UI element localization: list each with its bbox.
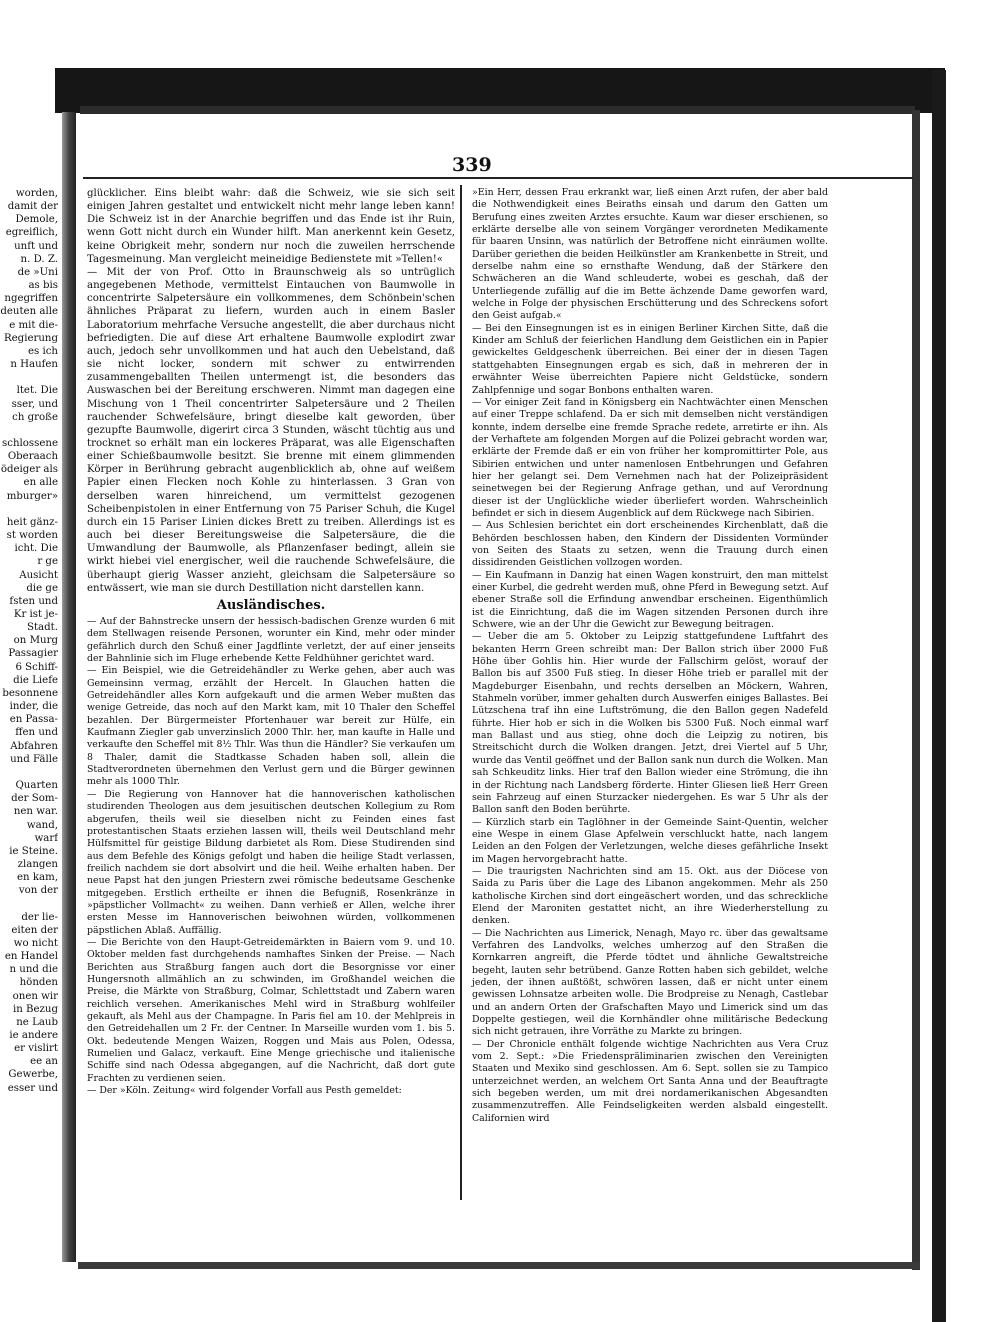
fragment-line: mburger» <box>6 490 58 502</box>
fragment-line: ne Laub <box>16 1016 58 1028</box>
fragment-line: Demole, <box>15 214 58 226</box>
fragment-line: warf <box>34 832 58 844</box>
fragment-line: und Fälle <box>10 753 58 765</box>
fragment-line: ch große <box>12 411 58 423</box>
article-paragraph: — Vor einiger Zeit fand in Königsberg ein Nachtwächter einen Menschen auf einer Treppe schlafend. Da er sich mit demselben nicht verständigen konnte, indem derselbe eine fremde Sprache redete, arretirte er ihn. Als der Verhaftete am folgenden Morgen auf die Polizei gebracht worden war, erklärte der Fremde daß er ein von früher her kompromittirter Pole, aus Sibirien entwichen und unter namenlosen Entbehrungen und Gefahren hier her gelangt sei. Dem Vernehmen nach hat der Polizeipräsident seinetwegen bei der Regierung Anfrage gethan, und auf Verordnung dieser ist der Unglückliche wieder überliefert worden. Wahrscheinlich befindet er sich in diesem Augenblick auf dem Rückwege nach Sibirien. <box>472 396 828 519</box>
fragment-line: Regierung <box>3 332 58 344</box>
fragment-line: es ich <box>27 345 58 357</box>
fragment-line: Kr ist je- <box>13 609 58 620</box>
fragment-line: ödeiger als <box>0 464 58 476</box>
fragment-line: deuten alle <box>0 306 58 318</box>
fragment-line: ffen und <box>15 727 58 739</box>
fragment-line: n Haufen <box>10 359 58 371</box>
header-rule <box>83 177 913 179</box>
fragment-line: ie Steine. <box>9 845 58 857</box>
fragment-line: nen war. <box>13 806 58 818</box>
article-paragraph: — Die Berichte von den Haupt-Getreidemärkten in Baiern vom 9. und 10. Oktober melden fast durchgehends namhaftes Sinken der Preise. — Nach Berichten aus Straßburg fangen auch dort die Besorgnisse vor einer Hungersnoth allmählich an zu schwinden, im Großhandel weichen die Preise, die Märkte von Straßburg, Colmar, Schlettstadt und Zabern waren reichlich versehen. Amerikanisches Mehl wird in Straßburg wohlfeiler gekauft, als Mehl aus der Champagne. In Paris fiel am 10. der Mehlpreis in den Getreidehallen um 2 Fr. der Centner. In Marseille wurden vom 1. bis 5. Okt. bedeutende Mengen Waizen, Roggen und Mais aus Polen, Odessa, Rumelien und Galacz, verkauft. Eine Menge griechische und italienische Schiffe sind nach Odessa abgegangen, auf die Nachricht, daß dort gute Frachten zu verdienen seien. <box>87 936 455 1084</box>
fragment-line: wo nicht <box>13 937 58 949</box>
fragment-line: as bis <box>28 280 58 292</box>
article-paragraph: — Die traurigsten Nachrichten sind am 15. Okt. aus der Diöcese von Saida zu Paris über die Lage des Libanon angekommen. Mehr als 250 katholische Kirchen sind dort eingeäschert worden, und das schreckliche Elend der Maroniten gestattet nicht, an ihre Wiederherstellung zu denken. <box>472 865 828 927</box>
previous-page-fragment <box>0 187 58 1095</box>
fragment-line: esser und <box>7 1082 58 1094</box>
article-paragraph: — Kürzlich starb ein Taglöhner in der Gemeinde Saint-Quentin, welcher eine Wespe in einem Glase Apfelwein verschluckt hatte, nach langem Leiden an den Folgen der Verletzungen, welche dieses gefährliche Insekt im Magen hervorgebracht hatte. <box>472 816 828 865</box>
fragment-line: icht. Die <box>14 543 58 555</box>
fragment-line: en Handel <box>4 951 58 963</box>
fragment-line: Passagier <box>8 648 58 660</box>
fragment-line: en alle <box>23 477 58 489</box>
fragment-line: onen wir <box>12 990 58 1002</box>
right-column <box>472 187 828 1125</box>
article-paragraph: — Auf der Bahnstrecke unsern der hessisch-badischen Grenze wurden 6 mit dem Stellwagen reisende Personen, worunter ein Kind, mehr oder minder gefährlich durch den Schuß einer Jagdflinte verletzt, der auf einer jenseits der Bahnlinie sich im Fluge erhebende Kette Feldhühner gerichtet ward. <box>87 616 455 665</box>
fragment-line: ngegriffen <box>4 293 58 305</box>
fragment-line: Abfahren <box>10 740 58 752</box>
fragment-line: schlossene <box>2 437 58 449</box>
scan-edge-top-inner <box>80 106 915 114</box>
fragment-line: 6 Schiff- <box>15 661 58 673</box>
fragment-line: die Liefe <box>13 674 58 686</box>
gutter-shadow <box>62 112 76 1262</box>
fragment-line: e mit die- <box>9 319 58 331</box>
fragment-line <box>0 371 58 384</box>
page-number: 339 <box>452 154 492 176</box>
fragment-line: worden, <box>15 188 58 199</box>
fragment-line: er vislirt <box>14 1043 58 1055</box>
fragment-line: Ausicht <box>19 569 58 581</box>
fragment-line: die ge <box>26 582 58 594</box>
fragment-line: heit gänz- <box>6 516 58 528</box>
fragment-line: ie andere <box>9 1030 58 1041</box>
fragment-line <box>0 766 58 779</box>
fragment-line: st worden <box>6 530 58 542</box>
article-paragraph: — Mit der von Prof. Otto in Braunschweig als so untrüglich angegebenen Methode, vermittelst Eintauchen von Baumwolle in concentrirte Salpetersäure ein vollkommenes, dem Schönbein'schen ähnliches Präparat zu liefern, wurden auch in einem Basler Laboratorium mehrfache Versuche angestellt, die aber durchaus nicht befriedigten. Die auf diese Art erhaltene Baumwolle explodirt zwar auch, jedoch sehr unvollkommen und hat auch den Uebelstand, daß sie nicht locker, sondern mit schwer zu entwirrenden zusammengeballten Theilen untermengt ist, die besonders das Auswaschen bei der Bereitung erschweren. Nimmt man dagegen eine Mischung von 1 Theil concentrirter Salpetersäure und 2 Theilen rauchender Schwefelsäure, bringt dieselbe kalt geworden, über gezupfte Baumwolle, digerirt circa 3 Stunden, wäscht tüchtig aus und trocknet so erhält man ein lockeres Präparat, was alle Eigenschaften einer Schießbaumwolle besitzt. Sie brenne mit einem glimmenden Körper in Berührung gebracht augenblicklich ab, ohne auf weißem Papier einen Flecken noch Kohle zu hinterlassen. 3 Gran von derselben waren hinreichend, um vermittelst gezogenen Scheibenpistolen in einer Entfernung von 75 Pariser Schuh, die Kugel durch ein 15 Pariser Linien dickes Brett zu treiben. Allerdings ist es auch bei dieser Bereitungsweise die Salpetersäure, die die Umwandlung der Baumwolle, als Pflanzenfaser bedingt, allein sie wirkt hiebei viel energischer, weil die rauchende Schwefelsäure, die überhaupt gierig Wasser anzieht, gleichsam die Salpetersäure so entwässert, wie man sie durch Destillation nicht darstellen kann. <box>87 266 455 594</box>
fragment-line: der Som- <box>11 793 58 805</box>
fragment-line: ee an <box>30 1056 58 1068</box>
article-paragraph: — Ein Kaufmann in Danzig hat einen Wagen konstruirt, den man mittelst einer Kurbel, die gedreht werden muß, ohne Pferd in Bewegung setzt. Auf ebener Straße soll die Erfindung anwendbar erscheinen. Eigenthümlich ist die Einrichtung, daß die im Wagen sitzenden Personen durch ihre Schwere, wie an der Uhr die Gewicht zur Bewegung beitragen. <box>472 569 828 631</box>
fragment-line <box>0 424 58 437</box>
page-edge-right <box>912 110 920 1270</box>
fragment-line: damit der <box>7 201 58 213</box>
fragment-line: unft und <box>14 240 58 252</box>
fragment-line: zlangen <box>17 858 58 870</box>
article-paragraph: — Aus Schlesien berichtet ein dort erscheinendes Kirchenblatt, daß die Behörden beschlossen haben, den Kindern der Dissidenten Vormünder von Seiten des Staats zu setzen, wenn die Trauung durch einen dissidirenden Geistlichen vollzogen worden. <box>472 520 828 569</box>
article-paragraph: — Ein Beispiel, wie die Getreidehändler zu Werke gehen, aber auch was Gemeinsinn vermag, erzählt der Hercelt. In Glauchen hatten die Getreidehändler alles Korn aufgekauft und die armen Weber mußten das wenige Getreide, das noch auf den Markt kam, mit 10 Thaler den Scheffel bezahlen. Der Bürgermeister Pfortenhauer war bereit zur Hülfe, ein Kaufmann Ziegler gab unverzinslich 2000 Thlr. her, man kaufte in Halle und verkaufte den Scheffel mit 8½ Thlr. Was thun die Händler? Sie verkaufen um 8 Thaler, damit die Stadtkasse Schaden haben soll, allein die Stadtverordneten übernehmen den Verlust gern und die Bürger gewinnen mehr als 1000 Thlr. <box>87 665 455 788</box>
fragment-line: Stadt. <box>26 622 58 634</box>
page-edge-bottom <box>78 1262 920 1269</box>
fragment-line: besonnene <box>2 687 58 699</box>
fragment-line: en Passa- <box>9 714 58 726</box>
fragment-line: Quarten <box>15 780 58 792</box>
article-paragraph: glücklicher. Eins bleibt wahr: daß die Schweiz, wie sie sich seit einigen Jahren gestaltet und entwickelt nicht mehr lange leben kann! Die Schweiz ist in der Anarchie begriffen und das Ende ist ihr Ruin, wenn Gott nicht durch ein Wunder hilft. Man anerkennt kein Gesetz, keine Obrigkeit mehr, sondern nur noch die zuweilen herrschende Tagesmeinung. Man vergleicht meineidige Bedienstete mit »Tellen!« <box>87 188 455 265</box>
fragment-line: hönden <box>19 977 58 989</box>
fragment-line: eiten der <box>11 924 58 936</box>
column-rule <box>460 185 462 1200</box>
fragment-line: egreiflich, <box>5 227 58 239</box>
article-paragraph: — Ueber die am 5. Oktober zu Leipzig stattgefundene Luftfahrt des bekanten Herrn Green schreibt man: Der Ballon strich über 2000 Fuß Höhe über Gohlis hin. Hier wurde der Fallschirm gelöst, worauf der Ballon bis auf 3500 Fuß stieg. In dieser Höhe trieb er parallel mit der Magdeburger Eisenbahn, und rechts derselben an Möckern, Wahren, Stahmeln vorüber, immer gehalten durch Auswerfen einiges Ballastes. Bei Lützschena traf ihn eine Luftströmung, die den Ballon gegen Nadefeld führte. Hier hob er sich in die Wolken bis 5300 Fuß. Noch einmal warf man Ballast und aus stieg, ohne doch die Leipzig zu notiren, bis Streitschicht durch die Wolken drangen. Jetzt, drei Viertel auf 5 Uhr, wurde das Ventil geöffnet und der Ballon sank nun durch die Wolken. Man sah Schkeuditz links. Hier traf den Ballon wieder eine Strömung, die ihn in der Richtung nach Landsberg förderte. Hinter Gliesen ließ Herr Green sein Fahrzeug auf einen Sturzacker niedergehen. Es war 5 Uhr als der Ballon sanft den Boden berührte. <box>472 631 828 816</box>
fragment-line: sser, und <box>11 398 58 410</box>
article-paragraph: — Die Nachrichten aus Limerick, Nenagh, Mayo rc. über das gewaltsame Verfahren des Landvolks, welches umherzog auf den Straßen die Kornkarren angreift, die Pferde tödtet und ähnliche Gewaltstreiche begeht, lauten sehr betrübend. Ganze Rotten haben sich gebildet, welche jeden, der ihnen außtößt, schwören lassen, daß er nicht unter einem gewissen Lohnsatze arbeiten wolle. Die Brodpreise zu Nenagh, Castlebar und an andern Orten der Grafschaften Mayo und Limerick sind um das Doppelte gestiegen, weil die Kornhändler ohne militärische Bedeckung sich nicht getrauen, ihre Vorräthe zu Markte zu bringen. <box>472 927 828 1038</box>
scan-edge-right <box>932 70 946 1322</box>
article-paragraph: »Ein Herr, dessen Frau erkrankt war, ließ einen Arzt rufen, der aber bald die Nothwendigkeit eines Beiraths einsah und darum den Gatten um Berufung eines zweiten Arztes ersuchte. Kaum war dieser erschienen, so erklärte derselbe alle von seinem Vorgänger verordneten Medikamente für baaren Unsinn, was natürlich der Betroffene nicht einräumen wollte. Darüber geriethen die beiden Heilkünstler am Krankenbette in Streit, und derselbe nahm eine so ernsthafte Wendung, daß der Stärkere den Schwächeren an die Wand schleuderte, wobei es geschah, daß der Unterliegende zufällig auf die im Bette ächzende Dame geworfen ward, welche in Folge der physischen Erschütterung und des Schreckens sofort den Geist aufgab.« <box>472 187 828 322</box>
left-column <box>87 187 455 1097</box>
fragment-line: n. D. Z. <box>20 253 58 265</box>
fragment-line: n und die <box>9 964 58 976</box>
fragment-line: de »Uni <box>17 266 58 278</box>
fragment-line: on Murg <box>13 635 58 647</box>
fragment-line: inder, die <box>9 701 58 713</box>
foreign-news-block <box>87 616 455 1097</box>
fragment-line: der lie- <box>21 911 58 923</box>
article-paragraph: — Bei den Einsegnungen ist es in einigen Berliner Kirchen Sitte, daß die Kinder am Schluß der feierlichen Handlung dem Geistlichen ein in Papier gewickeltes Geldgeschenk überreichen. Bei einer der in diesen Tagen stattgehabten Einsegnungen ergab es sich, daß in mehreren der in erwähnter Weise überreichten Papiere nicht Geldstücke, sondern Zahlpfennige und sogar Bonbons enthalten waren. <box>472 322 828 396</box>
fragment-line <box>0 503 58 516</box>
fragment-line: in Bezug <box>12 1003 58 1015</box>
article-paragraph: — Der »Köln. Zeitung« wird folgender Vorfall aus Pesth gemeldet: <box>87 1085 402 1097</box>
fragment-line: von der <box>18 885 58 897</box>
fragment-line: r ge <box>37 556 58 568</box>
fragment-line: ltet. Die <box>16 385 58 397</box>
article-paragraph: — Die Regierung von Hannover hat die hannoverischen katholischen studirenden Theologen aus dem jesuitischen deutschen Kollegium zu Rom abgerufen, theils weil sie dieselben nicht zu Feinden eines fast protestantischen Staats erziehen lassen will, theils weil Deutschland mehr Hülfsmittel für geistige Bildung darbietet als Rom. Diese Studirenden sind aus dem Befehle des Königs gefolgt und haben die heilige Stadt verlassen, freilich nachdem sie dort absolvirt und die heil. Weihe erhalten haben. Der neue Papst hat den jungen Priestern zwei römische bedeutsame Geschenke mitgegeben. Erstlich ertheilte er ihnen die Befugniß, Rosenkränze in »päpstlicher Vollmacht« zu weihen. Dann verhieß er Allen, welche ihrer ersten Messe im Hannoverischen beiwohnen würden, vollkommenen päpstlichen Ablaß. Auffällig. <box>87 788 455 936</box>
fragment-line: Oberaach <box>7 451 58 463</box>
fragment-line <box>0 897 58 910</box>
fragment-line: en kam, <box>17 872 58 884</box>
section-heading: Ausländisches. <box>216 597 326 613</box>
fragment-line: fsten und <box>9 595 58 607</box>
article-paragraph: — Der Chronicle enthält folgende wichtige Nachrichten aus Vera Cruz vom 2. Sept.: »Die Friedenspräliminarien zwischen den Vereinigten Staaten und Mexiko sind geschlossen. Am 6. Sept. sollen sie zu Tampico unterzeichnet werden, an welchem Ort Santa Anna und der Beauftragte sich begeben werden, um mit drei nordamerikanischen Abgesandten zusammenzutreffen. Alle Feindseligkeiten werden alsbald eingestellt. Californien wird <box>472 1038 828 1124</box>
fragment-line: Gewerbe, <box>8 1069 58 1081</box>
fragment-line: wand, <box>26 819 58 831</box>
